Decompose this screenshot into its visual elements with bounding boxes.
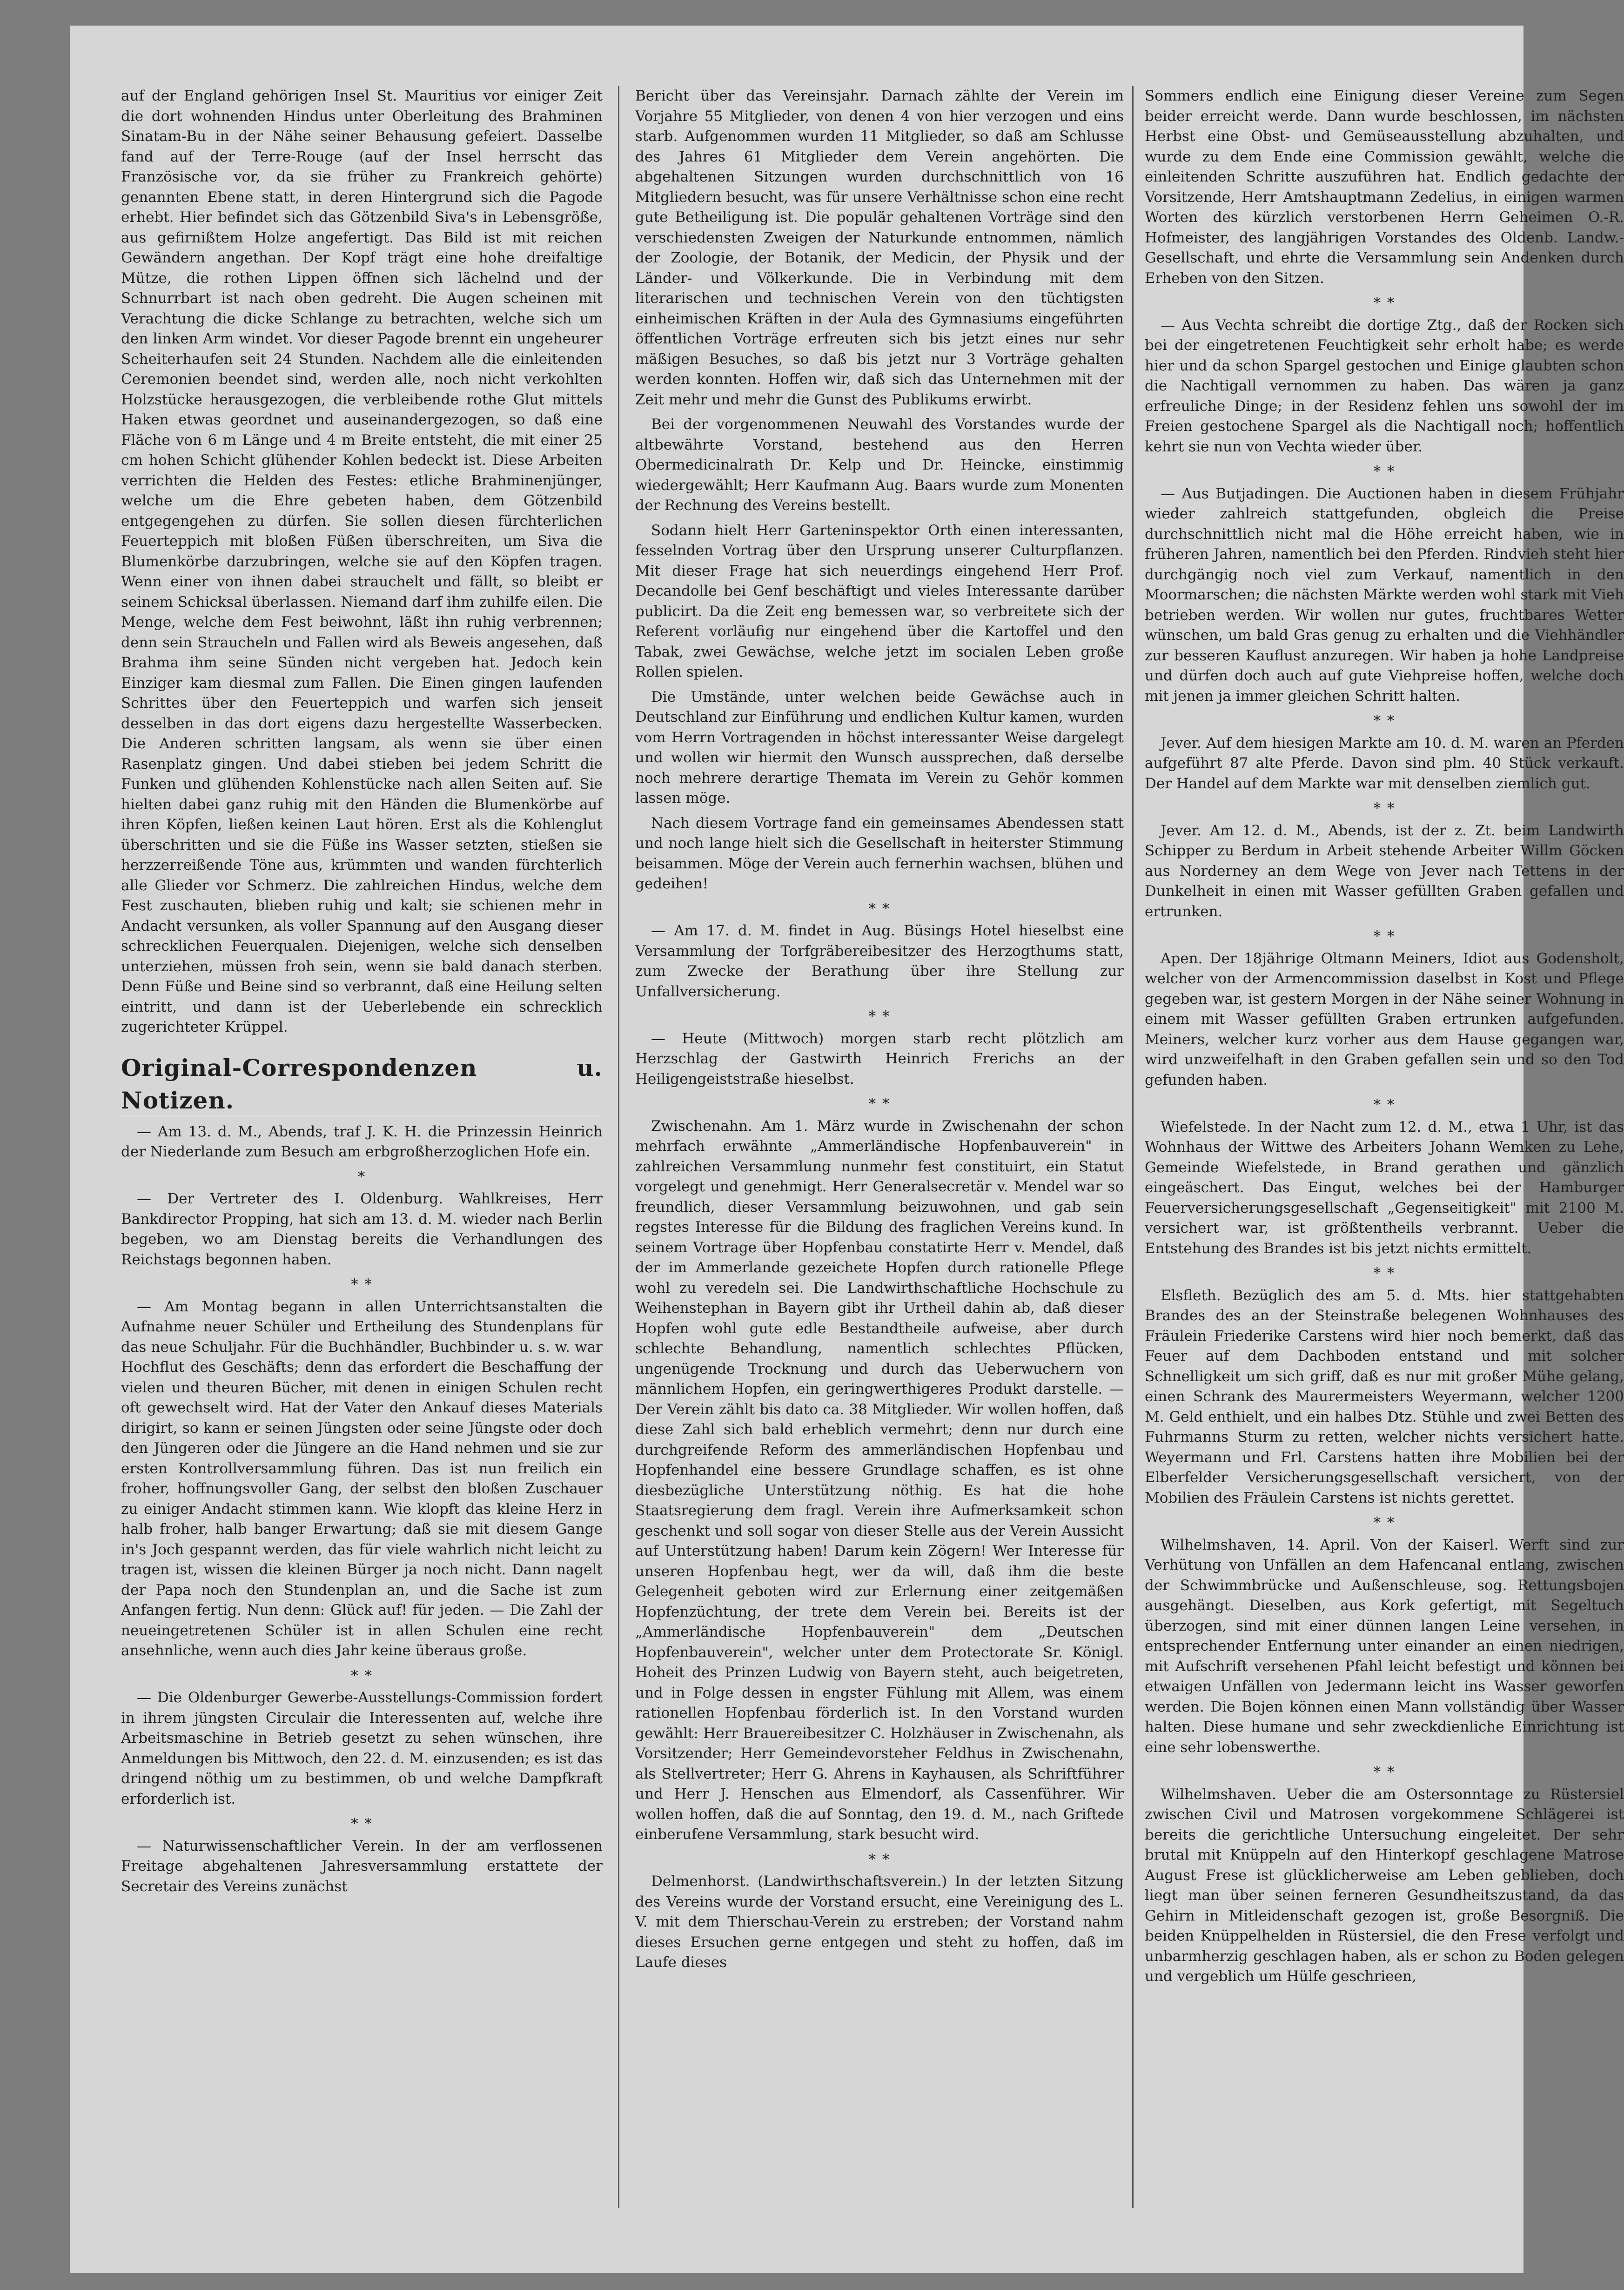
separator-star: * * — [1373, 1514, 1396, 1531]
column-rule — [618, 86, 619, 2208]
separator-star: * * — [351, 1276, 373, 1293]
column-2 — [635, 86, 1124, 2227]
report-jever-market: Jever. Auf dem hiesigen Markte am 10. d. M. waren an Pferden aufgeführt 87 alte Pferde. Davon sind plm. 40 Stück verkauft. Der Handel auf dem Markte war mit denselben ziemlich gut. — [1145, 734, 1624, 792]
notice-reichstag-representative: — Der Vertreter des I. Oldenburg. Wahlkreises, Herr Bankdirector Propping, hat sich am 13. d. M. wieder nach Berlin begeben, wo am Dienstag bereits die Verhandlungen des Reichstags begonnen haben. — [121, 1190, 603, 1268]
separator-star: * * — [1373, 800, 1396, 817]
separator-star: * * — [1373, 1764, 1396, 1780]
separator-star: * — [357, 1168, 366, 1185]
report-delmenhorst: Delmenhorst. (Landwirthschaftsverein.) In der letzten Sitzung des Vereins wurde der Vorstand ersucht, eine Vereinigung des L. V. mit dem Thierschau-Verein zu erstreben; der Vorstand nahm dieses Ersuchen gerne entgegen und steht zu hoffen, daß im Laufe dieses — [635, 1873, 1124, 1971]
report-wilhelmshaven-buoys: Wilhelmshaven, 14. April. Von der Kaiserl. Werft sind zur Verhütung von Unfällen an dem Hafencanal entlang, zwischen der Schwimmbrücke und Außenschleuse, sog. Rettungsbojen ausgehängt. Dieselben, aus Kork gefertigt, mit Segeltuch überzogen, sind mit einer dünnen langen Leine versehen, in entsprechender Entfernung unter einander an einen niedrigen, mit Aufschrift versehenen Pfahl leicht befestigt und können bei etwaigen Unfällen von Jedermann leicht ins Wasser geworfen werden. Die Bojen können einen Mann vollständig über Wasser halten. Diese humane und sehr zweckdienliche Einrichtung ist eine sehr lobenswerthe. — [1145, 1536, 1624, 1756]
newspaper-page — [70, 26, 1624, 2273]
science-society-election: Bei der vorgenommenen Neuwahl des Vorstandes wurde der altbewährte Vorstand, bestehend aus den Herren Obermedicinalrath Dr. Kelp und Dr. Heincke, einstimmig wiedergewählt; Herr Kaufmann Aug. Baars wurde zum Monenten der Rechnung des Vereins bestellt. — [635, 416, 1124, 514]
separator-star: * * — [868, 1851, 891, 1868]
separator-star: * * — [868, 1095, 891, 1112]
science-society-report: Bericht über das Vereinsjahr. Darnach zählte der Verein im Vorjahre 55 Mitglieder, von denen 4 von hier verzogen und eins starb. Aufgenommen wurden 11 Mitglieder, so daß am Schlusse des Jahres 61 Mitglieder dem Verein angehörten. Die abgehaltenen Sitzungen wurden durchschnittlich von 16 Mitgliedern besucht, was für unsere Verhältnisse schon eine recht gute Betheiligung ist. Die populär gehaltenen Vorträge sind den verschiedensten Zweigen der Naturkunde entnommen, nämlich der Zoologie, der Botanik, der Medicin, der Physik und der Länder- und Völkerkunde. Die in Verbindung mit dem literarischen und technischen Verein von den tüchtigsten einheimischen Kräften in der Aula des Gymnasiums eingeführten öffentlichen Vorträge erfreuten sich bis jetzt eines nur sehr mäßigen Besuches, so daß bis jetzt nur 3 Vorträge gehalten werden konnten. Hoffen wir, daß sich das Unternehmen mit der Zeit mehr und mehr die Gunst des Publikums erwirbt. — [635, 87, 1124, 408]
column-1 — [121, 86, 603, 2227]
science-society-lecture-cont: Die Umstände, unter welchen beide Gewächse auch in Deutschland zur Einführung und endlichen Kultur kamen, wurden vom Herrn Vortragenden in höchst interessanter Weise dargelegt und wollen wir hiermit den Wunsch aussprechen, daß derselbe noch mehrere derartige Themata im Verein zu Gehör kommen lassen möge. — [635, 688, 1124, 806]
report-vechta: — Aus Vechta schreibt die dortige Ztg., daß der Rocken sich bei der eingetretenen Feuchtigkeit sehr erholt habe; es werde hier und da schon Spargel gestochen und Einige glaubten schon die Nachtigall vernommen zu haben. Das wären ja ganz erfreuliche Dinge; in der Residenz fehlen uns sowohl der im Freien gestochene Spargel als die Nachtigall noch; hoffentlich kehrt sie nun von Vechta wieder über. — [1145, 316, 1624, 455]
separator-star: * * — [1373, 928, 1396, 945]
article-mauritius-fire-walk: auf der England gehörigen Insel St. Mauritius vor einiger Zeit die dort wohnenden Hindus unter Oberleitung des Brahminen Sinatam-Bu in der Nähe seiner Behausung gefeiert. Dasselbe fand auf der Terre-Rouge (auf der Insel herrscht das Französische vor, da sie früher zu Frankreich gehörte) genannten Ebene statt, in deren Hintergrund sich die Pagode erhebt. Hier befindet sich das Götzenbild Siva's in Lebensgröße, aus gefirnißtem Holze angefertigt. Das Bild ist mit reichen Gewändern angethan. Der Kopf trägt eine hohe dreifaltige Mütze, die rothen Lippen öffnen sich lächelnd und der Schnurrbart ist nach oben gedreht. Die Augen scheinen mit Verachtung die dicke Schlange zu betrachten, welche sich um den linken Arm windet. Vor dieser Pagode brennt ein ungeheurer Scheiterhaufen seit 24 Stunden. Nachdem alle die einleitenden Ceremonien beendet sind, werden alle, noch nicht verkohlten Holzstücke herausgezogen, die verbleibende rothe Glut mittels Haken etwas geordnet und auseinandergezogen, so daß eine Fläche von 6 m Länge und 4 m Breite entsteht, die mit einer 25 cm hohen Schicht glühender Kohlen bedeckt ist. Diese Arbeiten verrichten die Helden des Festes: etliche Brahminenjünger, welche um die Ehre gebeten haben, dem Götzenbild entgegengehen zu dürfen. Sie sollen diesen fürchterlichen Feuerteppich mit bloßen Füßen überschreiten, um Siva die Blumenkörbe darzubringen, welche sie auf den Köpfen tragen. Wenn einer von ihnen dabei strauchelt und fällt, so bleibt er seinem Schicksal überlassen. Niemand darf ihm zuhilfe eilen. Die Menge, welche dem Fest beiwohnt, läßt ihn ruhig verbrennen; denn sein Straucheln und Fallen wird als Beweis angesehen, daß Brahma ihm seine Sünden nicht vergeben hat. Jedoch kein Einziger kam diesmal zum Fallen. Die Einen gingen laufenden Schrittes über den Feuerteppich und warfen sich jenseit desselben in das dort eigens dazu hergestellte Wasserbecken. Die Anderen schritten langsam, als wenn sie über einen Rasenplatz gingen. Und dabei stieben bei jedem Schritt die Funken und glühenden Kohlenstücke nach allen Seiten auf. Sie hielten dabei ganz ruhig mit den Händen die Blumenkörbe auf ihren Köpfen, ließen keinen Laut hören. Erst als die Kohlenglut überschritten und sie die Füße ins Wasser setzten, stießen sie herzzerreißende Töne aus, krümmten und wanden fürchterlich alle Glieder vor Schmerz. Die zahlreichen Hindus, welche dem Fest zuschauten, blieben ruhig und kalt; sie schienen mehr in Andacht versunken, als voller Spannung auf den Ausgang dieser schrecklichen Feuerqualen. Diejenigen, welche sich denselben unterziehen, müssen froh sein, wenn sie bald danach sterben. Denn Füße und Beine sind so verbrannt, daß eine Heilung selten eintritt, und dann ist der Ueberlebende ein schrecklich zugerichteter Krüppel. — [121, 87, 603, 1035]
column-rule — [1132, 86, 1134, 2208]
notice-school-admission: — Am Montag begann in allen Unterrichtsanstalten die Aufnahme neuer Schüler und Ertheilung des Stundenplans für das neue Schuljahr. Für die Buchhändler, Buchbinder u. s. w. war Hochflut des Geschäfts; denn das erfordert die Beschaffung der vielen und theuren Bücher, mit denen in einigen Schulen recht oft gewechselt wird. Hat der Vater den Ankauf dieses Materials dirigirt, so kann er seinen Jüngsten oder seine Jüngste oder doch den Jüngeren oder die Jüngere an die Hand nehmen und sie zur ersten Kontrollversammlung führen. Das ist nun freilich ein froher, hoffnungsvoller Gang, der selbst den bloßen Zuschauer zu einiger Andacht stimmen kann. Wie klopft das kleine Herz in halb froher, halb banger Erwartung; daß sie mit diesem Gange in's Joch gespannt werden, das für viele wahrlich nicht leicht zu tragen ist, wissen die kleinen Bürger ja noch nicht. Dann nagelt der Papa noch den Stundenplan an, und die Sache ist zum Anfangen fertig. Nun denn: Glück auf! für jeden. — Die Zahl der neueingetretenen Schüler ist in allen Schulen eine recht ansehnliche, wenn auch dies Jahr keine überaus große. — [121, 1298, 603, 1659]
notice-trade-exhibition: — Die Oldenburger Gewerbe-Ausstellungs-Commission fordert in ihrem jüngsten Circulair die Interessenten auf, welche ihre Arbeitsmaschine in Betrieb gesetzt zu sehen wünschen, ihre Anmeldungen bis Mittwoch, den 22. d. M. einzusenden; es ist das dringend nöthig um zu bestimmen, ob und welche Dampfkraft erforderlich ist. — [121, 1689, 603, 1807]
separator-star: * * — [351, 1815, 373, 1832]
separator-star: * * — [1373, 295, 1396, 311]
report-apen: Apen. Der 18jährige Oltmann Meiners, Idiot aus Godensholt, welcher von der Armencommission daselbst in Kost und Pflege gegeben war, ist gestern Morgen in der Nähe seiner Wohnung in einem mit Wasser gefüllten Graben ertrunken aufgefunden. Meiners, welcher kurz vorher aus dem Hause gegangen war, wird unzweifelhaft in den Graben gefallen sein und so den Tod gefunden haben. — [1145, 950, 1624, 1088]
report-wiefelstede: Wiefelstede. In der Nacht zum 12. d. M., etwa 1 Uhr, ist das Wohnhaus der Wittwe des Arbeiters Johann Wemken zu Lehe, Gemeinde Wiefelstede, in Brand gerathen und gänzlich eingeäschert. Das Eingut, welches bei der Hamburger Feuerversicherungsgesellschaft „Gegenseitigkeit" mit 2100 M. versichert war, ist größtentheils verbrannt. Ueber die Entstehung des Brandes ist bis jetzt nichts ermittelt. — [1145, 1118, 1624, 1257]
report-zwischenahn-hops: Zwischenahn. Am 1. März wurde in Zwischenahn der schon mehrfach erwähnte „Ammerländische Hopfenbauverein" in zahlreichen Versammlung nunmehr fest constituirt, ein Statut vorgelegt und genehmigt. Herr Generalsecretär v. Mendel war so freundlich, dieser Versammlung beizuwohnen, und gab sein regstes Interesse für die Bildung des fraglichen Vereins kund. In seinem Vortrage über Hopfenbau constatirte Herr v. Mendel, daß der im Ammerlande gezeichete Hopfen durch rationelle Pflege wohl zu veredeln sei. Die Landwirthschaftliche Hochschule zu Weihenstephan in Bayern gibt ihr Urtheil dahin ab, daß dieser Hopfen wohl gute edle Bestandtheile aufweise, aber durch schlechte Behandlung, namentlich schlechtes Pflücken, ungenügende Trocknung und durch das Ueberwuchern von männlichem Hopfen, ein geringwerthigeres Produkt darstelle. — Der Verein zählt bis dato ca. 38 Mitglieder. Wir wollen hoffen, daß diese Zahl sich bald erheblich vermehrt; denn nur durch eine durchgreifende Reform des ammerländischen Hopfenbau und Hopfenhandel eine bessere Grundlage schaffen, es ist ohne diesbezügliche Unterstützung nöthig. Es hat die hohe Staatsregierung dem fragl. Verein ihre Aufmerksamkeit schon geschenkt und soll sogar von dieser Stelle aus der Verein Aussicht auf Unterstützung haben! Darum kein Zögern! Wer Interesse für unseren Hopfenbau hegt, wer da will, daß ihm die beste Gelegenheit geboten wird zur Erlernung einer zeitgemäßen Hopfenzüchtung, der trete dem Verein bei. Bereits ist der „Ammerländische Hopfenbauverein" dem „Deutschen Hopfenbauverein", welcher unter dem Protectorate Sr. Königl. Hoheit des Prinzen Ludwig von Bayern steht, auch beigetreten, und in Folge dessen in engster Fühlung mit Allem, was einem rationellen Hopfenbau förderlich ist. In den Vorstand wurden gewählt: Herr Brauereibesitzer C. Holzhäuser in Zwischenahn, als Vorsitzender; Herr Gemeindevorsteher Feldhus in Zwischenahn, als Stellvertreter; Herr G. Ahrens in Kayhausen, als Schriftführer und Herr J. Henschen aus Elmendorf, als Cassenführer. Wir wollen hoffen, daß die auf Sonntag, den 19. d. M., nach Griftede einberufene Versammlung, stark besucht wird. — [635, 1117, 1124, 1843]
notice-princess-visit: — Am 13. d. M., Abends, traf J. K. H. die Prinzessin Heinrich der Niederlande zum Besuch am erbgroßherzoglichen Hofe ein. — [121, 1123, 603, 1160]
report-wilhelmshaven-brawl: Wilhelmshaven. Ueber die am Ostersonntage zu Rüstersiel zwischen Civil und Matrosen vorgekommene Schlägerei ist bereits die gerichtliche Untersuchung eingeleitet. Der sehr brutal mit Knüppeln auf den Hinterkopf geschlagene Matrose August Frese ist glücklicherweise am Leben geblieben, doch liegt man über seinen ferneren Gesundheitszustand, da das Gehirn in Mitleidenschaft gezogen ist, große Besorgniß. Die beiden Knüppelhelden in Rüstersiel, die den Frese verfolgt und unbarmherzig geschlagen haben, als er schon zu Boden gelegen und vergeblich um Hülfe geschrieen, — [1145, 1786, 1624, 1985]
separator-star: * * — [1373, 712, 1396, 729]
separator-star: * * — [351, 1667, 373, 1684]
column-3 — [1145, 86, 1624, 2227]
report-butjadingen: — Aus Butjadingen. Die Auctionen haben in diesem Frühjahr wieder zahlreich stattgefunden, obgleich die Preise durchschnittlich nicht mal die Höhe erreicht haben, wie in früheren Jahren, namentlich bei den Pferden. Rindvieh steht hier durchgängig noch viel zum Verkauf, namentlich in den Moormarschen; die nächsten Märkte werden wohl stark mit Vieh betrieben werden. Wir wollen nur gutes, fruchtbares Wetter wünschen, um bald Gras genug zu erhalten und die Viehhändler zur besseren Kauflust anzuregen. Wir haben ja hohe Landpreise und dürfen doch auch auf gute Viehpreise hoffen, welche doch mit jenen ja immer gleichen Schritt halten. — [1145, 485, 1624, 705]
section-heading: Original-Correspondenzen u. Notizen. — [121, 1052, 603, 1118]
separator-star: * * — [1373, 463, 1396, 480]
separator-star: * * — [868, 1008, 891, 1025]
science-society-lecture: Sodann hielt Herr Garteninspektor Orth einen interessanten, fesselnden Vortrag über den Ursprung unserer Culturpflanzen. Mit dieser Frage hat sich neuerdings eingehend Herr Prof. Decandolle bei Genf beschäftigt und vieles Interessante darüber publicirt. Da die Zeit eng bemessen war, so verbreitete sich der Referent vorläufig nur eingehend über die Kartoffel und den Tabak, zwei Gewächse, welche jetzt im socialen Leben große Rollen spielen. — [635, 522, 1124, 680]
report-jever-drowning: Jever. Am 12. d. M., Abends, ist der z. Zt. beim Landwirth Schipper zu Berdum in Arbeit stehende Arbeiter Willm Göcken aus Norderney an dem Wege von Jever nach Tettens in der Dunkelheit in einen mit Wasser gefüllten Graben gefallen und ertrunken. — [1145, 822, 1624, 920]
report-delmenhorst-cont: Sommers endlich eine Einigung dieser Vereine zum Segen beider erreicht werde. Dann wurde beschlossen, im nächsten Herbst eine Obst- und Gemüseausstellung abzuhalten, und wurde zu dem Ende eine Commission gewählt, welche die einleitenden Schritte auszuführen hat. Endlich gedachte der Vorsitzende, Herr Amtshauptmann Zedelius, in einigen warmen Worten des kürzlich verstorbenen Herrn Geheimen O.-R. Hofmeister, des langjährigen Vorstandes des Oldenb. Landw.-Gesellschaft, und ehrte die Versammlung sein Andenken durch Erheben von den Sitzen. — [1145, 87, 1624, 287]
notice-peat-owners-meeting: — Am 17. d. M. findet in Aug. Büsings Hotel hieselbst eine Versammlung der Torfgräbereibesitzer des Herzogthums statt, zum Zwecke der Berathung über ihre Stellung zur Unfallversicherung. — [635, 922, 1124, 1000]
separator-star: * * — [1373, 1096, 1396, 1113]
notice-death: — Heute (Mittwoch) morgen starb recht plötzlich am Herzschlag der Gastwirth Heinrich Frerichs an der Heiligengeiststraße hieselbst. — [635, 1030, 1124, 1088]
report-elsfleth: Elsfleth. Bezüglich des am 5. d. Mts. hier stattgehabten Brandes des an der Steinstraße belegenen Wohnhauses des Fräulein Friederike Carstens wird hier noch bemerkt, daß das Feuer auf dem Dachboden entstand und mit solcher Schnelligkeit um sich griff, daß es nur mit großer Mühe gelang, einen Schrank des Maurermeisters Weyermann, welcher 1200 M. Geld enthielt, und ein halbes Dtz. Stühle und zwei Betten des Fuhrmanns Sturm zu retten, welcher nichts versichert hatte. Weyermann und Frl. Carstens hatten ihre Mobilien bei der Elberfelder Versicherungsgesellschaft versichert, von der Mobilien des Fräulein Carstens ist nichts gerettet. — [1145, 1287, 1624, 1506]
notice-science-society: — Naturwissenschaftlicher Verein. In der am verflossenen Freitage abgehaltenen Jahresversammlung erstattete der Secretair des Vereins zunächst — [121, 1837, 603, 1895]
separator-star: * * — [1373, 1265, 1396, 1282]
science-society-dinner: Nach diesem Vortrage fand ein gemeinsames Abendessen statt und noch lange hielt sich die Gesellschaft in heiterster Stimmung beisammen. Möge der Verein auch fernerhin wachsen, blühen und gedeihen! — [635, 814, 1124, 892]
separator-star: * * — [868, 900, 891, 917]
